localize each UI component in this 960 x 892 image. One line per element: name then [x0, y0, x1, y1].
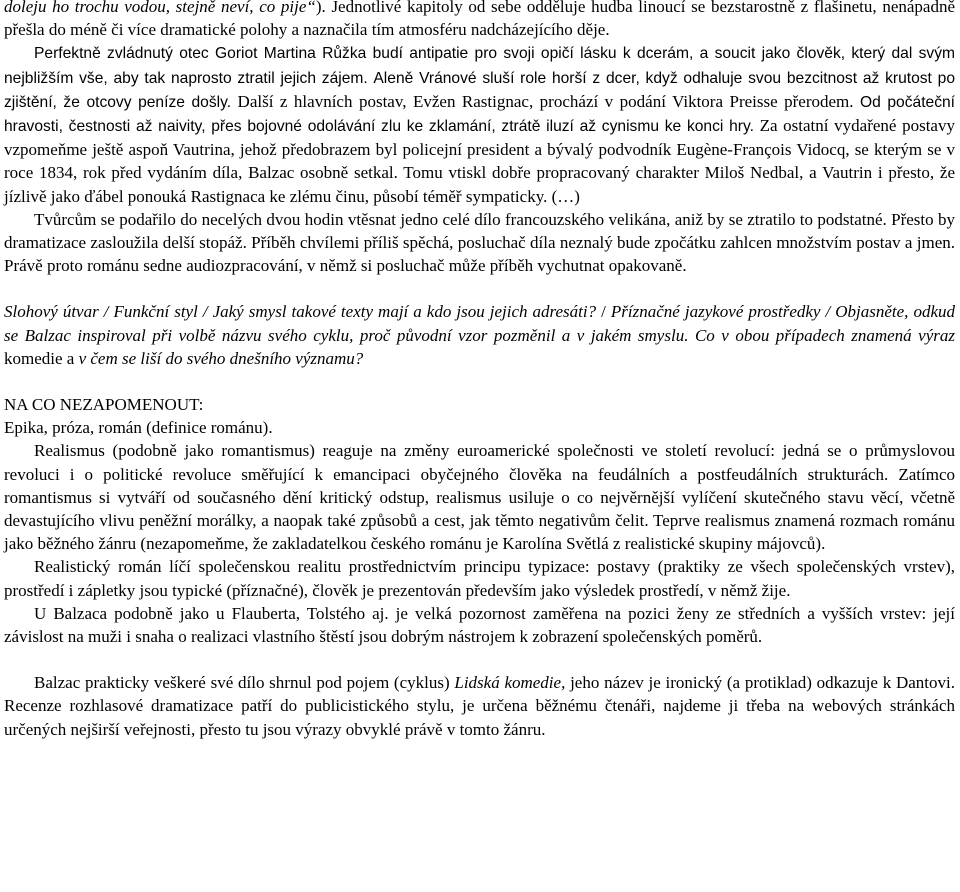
realism-paragraph-1: [4, 439, 955, 555]
realism-text: Realistický román líčí společenskou realitu prostřednictvím principu typizace: postavy (praktiky ze všech společenských vrstev), prostředí i zápletky jsou typické (příznačné), člověk je prezentován především jako výsledek prostředí, v němž žije.: [4, 557, 955, 600]
task-separator: /: [596, 302, 611, 322]
realism-text: U Balzaca podobně jako u Flauberta, Tolstého aj. je velká pozornost zaměřena na pozici ženy ze středních a vyšších vrstev: její závislost na muži i snaha o realizaci vlastního štěstí jsou dobrým nástrojem k zobrazení společenských poměrů.: [4, 603, 955, 647]
notes-heading: [4, 393, 955, 416]
task-text: Slohový útvar / Funkční styl / Jaký smysl takové texty mají a kdo jsou jejich adresáti?: [4, 302, 597, 322]
review-text: Za ostatní vydařené postavy vzpomeňme ještě aspoň Vautrina, jehož předobrazem byl policejní president a bývalý podvodník Eugène-François Vidocq, se kterým se v roce 1834, rok před vydáním díla, Balzac osobně setkal. Tomu vtiskl dobře propracovaný charakter Miloš Nedbal, a Vautrin i přesto, že jízlivě jako ďábel ponouká Rastignaca ke zlému činu, působí téměř sympaticky. (…): [4, 116, 955, 206]
review-text: Perfektně zvládnutý otec Goriot Martina Růžka budí antipatie pro svoji opičí lásku k dcerám, a soucit jako člověk, který dal svým nejbližším vše, aby tak naprosto ztratil jejich zájem.: [4, 45, 955, 87]
document-page: [4, 0, 955, 741]
review-paragraph-3: [4, 208, 955, 278]
balzac-paragraph: [4, 671, 955, 741]
task-text: v čem se liší do svého dnešního významu?: [78, 348, 364, 368]
balzac-text: Balzac prakticky veškeré své dílo shrnul pod pojem (cyklus): [34, 673, 455, 693]
review-text: Tvůrcům se podařilo do necelých dvou hodin vtěsnat jedno celé dílo francouzského velikána, aniž by se ztratilo to podstatné.: [34, 209, 887, 229]
task-term: komedie: [4, 348, 63, 368]
task-text: Příznačné jazykové prostředky / Objasněte, odkud se Balzac inspiroval při volbě názvu svého cyklu, proč původní vzor pozměnil a v jakém smyslu. Co v obou případech znamená výraz: [4, 302, 955, 345]
quote-end: doleju ho trochu vodou, stejně neví, co pije“: [4, 0, 316, 16]
task-text: a: [62, 348, 79, 368]
notes-heading-text: NA CO NEZAPOMENOUT:: [4, 395, 204, 415]
review-text: Právě proto románu sedne audiozpracování, v němž si posluchač může příběh vychutnat opakovaně.: [4, 256, 687, 276]
realism-paragraph-3: [4, 602, 955, 648]
review-paragraph-1: [4, 0, 955, 41]
review-text: Aleně Vránové sluší role horší z dcer, když odhaluje svou bezcitnost až krutost po zjištění, že otcovy peníze došly.: [4, 69, 955, 111]
review-text: Příběh chvílemi příliš spěchá, posluchač díla neznalý bude zpočátku zahlcen množstvím postav a jmen.: [251, 233, 956, 253]
review-text: Další z hlavních postav, Evžen Rastignac, prochází v podání Viktora Preisse přerodem.: [237, 91, 854, 111]
review-text: Od počáteční hravosti, čestnosti až naivity, přes bojovné odolávání zlu ke zklamání, ztrátě iluzí až cynismu ke konci hry.: [4, 93, 956, 136]
tasks-paragraph: [4, 300, 955, 370]
spacer: [4, 648, 955, 671]
spacer: [4, 277, 955, 300]
spacer: [4, 370, 955, 393]
review-text: ). Jednotlivé kapitoly od sebe odděluje hudba linoucí se bezstarostně z flašinetu, nenápadně přešla do méně či více dramatické polohy a naznačila tím atmosféru nadcházejícího děje.: [4, 0, 956, 40]
review-paragraph-2: [4, 41, 955, 207]
realism-paragraph-2: [4, 555, 955, 601]
balzac-text: jeho název je ironický (a protiklad) odkazuje k Dantovi. Recenze rozhlasové dramatizace patří do publicistického stylu, je určena běžnému čtenáři, najdeme ji třeba na webových stránkách určených nejširší veřejnosti, přesto tu jsou výrazy obvyklé právě v tomto žánru.: [4, 673, 955, 739]
cycle-title: Lidská komedie,: [454, 673, 566, 693]
notes-line: [4, 416, 955, 439]
review-text: Přesto by dramatizace zasloužila delší stopáž.: [4, 209, 956, 253]
realism-text: Realismus (podobně jako romantismus) reaguje na změny euroamerické společnosti ve století revolucí: jedná se o průmyslovou revoluci i o politické revoluce směřující k emancipaci obyčejného člověka na feudálních a postfeudálních strukturách. Zatímco romantismus si vytváří od současného dění kritický odstup, realismus usiluje o co nejvěrnější vylíčení skutečného stavu věcí, včetně devastujícího vlivu peněžní morálky, a naopak také způsobů a cest, jak těmto negativům čelit. Teprve realismus znamená rozmach románu jako běžného žánru (nezapomeňme, že zakladatelkou českého románu je Karolína Světlá z realistické skupiny májovců).: [4, 441, 955, 554]
notes-line-text: Epika, próza, román (definice románu).: [4, 418, 273, 438]
